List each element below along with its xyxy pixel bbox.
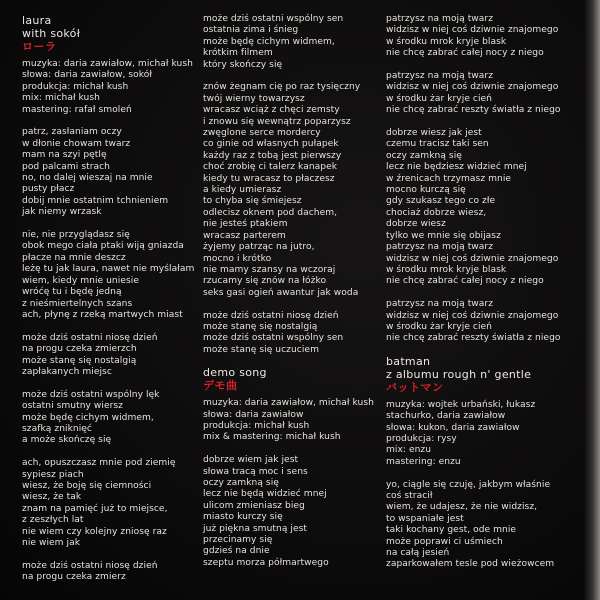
stanza-break bbox=[22, 447, 212, 458]
text-line: gdy szukasz tego co złe bbox=[386, 196, 496, 207]
text-line: no, no dalej wieszaj na mnie bbox=[22, 173, 153, 184]
text-line: widzisz w niej coś dziwnie znajomego bbox=[386, 310, 559, 321]
text-line: już piękna smutną jest bbox=[203, 523, 308, 534]
text-line: miasto kurczy się bbox=[203, 512, 283, 523]
text-line: może będę cichym widmem, bbox=[203, 36, 335, 47]
text-line: ostatni smutny wiersz bbox=[22, 401, 124, 412]
text-line: rzucamy się znów na łóżko bbox=[203, 276, 327, 287]
text-line: w środku żar kryje cień bbox=[386, 321, 492, 332]
song-title-japanese: デモ曲 bbox=[203, 379, 238, 393]
lyrics-demo-song-part2 bbox=[386, 14, 576, 345]
text-line: muzyka: daria zawiałow, michał kush bbox=[22, 59, 193, 69]
text-line: i znowu się wewnątrz poparzysz bbox=[203, 116, 351, 127]
text-line: słowa tracą moc i sens bbox=[203, 466, 308, 477]
text-line: nie wiem czy kolejny zniosę raz bbox=[22, 526, 167, 537]
text-line: mam na szyi pętlę bbox=[22, 150, 107, 161]
text-line: może stanę się uczuciem bbox=[203, 344, 319, 355]
text-line: produkcja: michał kush bbox=[22, 81, 129, 92]
text-line: przecinamy się bbox=[203, 535, 273, 546]
text-line: to chyba się śmiejesz bbox=[203, 196, 302, 207]
text-line: widzisz w niej coś dziwnie znajomego bbox=[386, 253, 559, 264]
text-line: nie wiem jak bbox=[22, 537, 81, 548]
text-line: stachurko, daria zawiałow bbox=[386, 411, 506, 422]
text-line: znów żegnam cię po raz tysięczny bbox=[203, 82, 361, 93]
credits-batman bbox=[386, 400, 576, 468]
text-line: tylko we mnie się obijasz bbox=[386, 230, 501, 241]
text-line: twój wierny towarzysz bbox=[203, 93, 305, 104]
text-line: może będę cichym widmem, bbox=[22, 412, 154, 423]
text-line: widzisz w niej coś dziwnie znajomego bbox=[386, 25, 559, 36]
text-line: zwęglone serce mordercy bbox=[203, 128, 321, 139]
text-line: a może skończę się bbox=[22, 435, 112, 446]
column-3 bbox=[386, 14, 576, 571]
text-line: dobij mnie ostatnim tchnieniem bbox=[22, 195, 169, 206]
text-line: może dziś ostatni wspólny sen bbox=[203, 333, 344, 344]
text-line: to wspaniałe jest bbox=[386, 513, 464, 524]
text-line: mastering: rafał smoleń bbox=[22, 104, 132, 115]
text-line: słowa: daria zawiałow bbox=[203, 409, 304, 420]
text-line: taki kochany gest, ode mnie bbox=[386, 525, 517, 536]
text-line: dobrze wiem jak jest bbox=[203, 455, 299, 466]
song-title-batman: batman bbox=[386, 354, 431, 368]
text-line: czemu tracisz taki sen bbox=[386, 139, 489, 150]
text-line: choć zrobię ci talerz kanapek bbox=[203, 162, 338, 173]
text-line: z zeszłych lat bbox=[22, 515, 84, 526]
text-line: płacze na mnie deszcz bbox=[22, 252, 126, 263]
text-line: może stanę się nostalgią bbox=[203, 321, 318, 332]
song-album-note: z albumu rough n' gentle bbox=[386, 367, 532, 381]
stanza-break bbox=[386, 60, 576, 71]
text-line: kiedy tu wracasz to płaczesz bbox=[203, 173, 335, 184]
text-line: wróćę tu i będę jedną bbox=[22, 287, 122, 298]
text-line: dobrze wiesz jak jest bbox=[386, 128, 482, 139]
text-line: wiesz, że boję się ciemności bbox=[22, 480, 152, 491]
text-line: nie chcę zabrać reszty światła z niego bbox=[386, 333, 561, 344]
text-line: może dziś ostatni wspólny lęk bbox=[22, 389, 160, 400]
text-line: pusty płacz bbox=[22, 184, 75, 195]
text-line: może stanę się nostalgią bbox=[22, 355, 137, 366]
text-line: wracasz parterem bbox=[203, 230, 286, 241]
stanza-break bbox=[386, 288, 576, 299]
text-line: produkcja: rysy bbox=[386, 433, 457, 444]
text-line: oczy zamkną się bbox=[386, 150, 462, 161]
text-line: nie mamy szansy na wczoraj bbox=[203, 264, 336, 275]
stanza-break bbox=[22, 219, 212, 230]
text-line: produkcja: michał kush bbox=[203, 420, 310, 431]
text-line: mocno i krótko bbox=[203, 253, 272, 264]
text-line: wracasz wciąż z chęci zemsty bbox=[203, 105, 340, 116]
text-line: ach, płynę z rzeką martwych miast bbox=[22, 309, 183, 320]
text-line: oczy zamkną się bbox=[203, 477, 279, 488]
text-line: na progu czeka zmierzch bbox=[22, 344, 137, 355]
credits-laura bbox=[22, 59, 212, 116]
stanza-break bbox=[203, 71, 393, 82]
text-line: w środku mrok kryje blask bbox=[386, 36, 507, 47]
text-line: wiem, że udajesz, że nie widzisz, bbox=[386, 502, 538, 513]
text-line: szeptu morza półmartwego bbox=[203, 557, 329, 568]
song-title-japanese: ローラ bbox=[22, 40, 57, 53]
text-line: nie jesteś ptakiem bbox=[203, 219, 288, 230]
song-title-japanese: バットマン bbox=[386, 380, 444, 394]
text-line: coś stracił bbox=[386, 490, 433, 501]
text-line: lecz nie będą widzieć mnej bbox=[203, 489, 327, 500]
text-line: mix: enzu bbox=[386, 445, 432, 456]
text-line: nie, nie przyglądasz się bbox=[22, 230, 130, 241]
text-line: odlecisz oknem pod dachem, bbox=[203, 207, 338, 218]
credits-demo-song bbox=[203, 398, 393, 444]
text-line: patrzysz na moją twarz bbox=[386, 242, 494, 253]
stanza-break bbox=[386, 468, 576, 479]
text-line: muzyka: wojtek urbański, łukasz bbox=[386, 399, 536, 410]
text-line: chociaż dobrze wiesz, bbox=[386, 207, 487, 218]
text-line: który skończy się bbox=[203, 59, 283, 70]
text-line: wiem, kiedy mnie uniesie bbox=[22, 275, 139, 286]
text-line: nie chcę zabrać całej nocy z niego bbox=[386, 48, 544, 59]
text-line: leżę tu jak laura, nawet nie myślałam bbox=[22, 264, 195, 275]
text-line: obok mego ciała ptaki wiją gniazda bbox=[22, 241, 184, 252]
text-line: może dziś ostatni wspólny sen bbox=[203, 14, 344, 24]
text-line: słowa: kukon, daria zawiałow bbox=[386, 422, 520, 433]
text-line: nie chcę zabrać reszty światła z niego bbox=[386, 105, 561, 116]
text-line: mastering: enzu bbox=[386, 456, 461, 467]
text-line: znam na pamięć już to miejsce, bbox=[22, 503, 168, 514]
text-line: w źrenicach trzymasz mnie bbox=[386, 173, 512, 184]
text-line: z nieśmiertelnych szans bbox=[22, 298, 133, 309]
text-line: seks gasi ogień awantur jak woda bbox=[203, 287, 359, 298]
text-line: jak niemy wrzask bbox=[22, 207, 102, 218]
song-title-demo-song: demo song bbox=[203, 366, 267, 380]
stanza-break bbox=[22, 378, 212, 389]
text-line: żyjemy patrząc na jutro, bbox=[203, 242, 315, 253]
text-line: słowa: daria zawiałow, sokół bbox=[22, 70, 152, 81]
text-line: yo, ciągle się czuję, jakbym właśnie bbox=[386, 479, 551, 490]
text-line: pod palcami strach bbox=[22, 161, 110, 172]
stanza-break bbox=[203, 444, 393, 455]
text-line: nie chcę zabrać całej nocy z niego bbox=[386, 276, 544, 287]
stanza-break bbox=[386, 117, 576, 128]
text-line: sypiesz piach bbox=[22, 469, 84, 480]
stanza-break bbox=[22, 116, 212, 127]
text-line: zaparkowałem tesle pod wieżowcem bbox=[386, 559, 555, 570]
text-line: krótkim filmem bbox=[203, 48, 273, 59]
text-line: może dziś ostatni niosę dzień bbox=[22, 560, 158, 571]
text-line: patrz, zasłaniam oczy bbox=[22, 127, 122, 138]
text-line: ulicom zmieniasz bieg bbox=[203, 500, 305, 511]
lyrics-batman bbox=[386, 468, 576, 571]
song-title-laura: laura bbox=[22, 14, 52, 27]
text-line: może dziś ostatni niosę dzień bbox=[22, 332, 158, 343]
text-line: szafką zniknięć bbox=[22, 423, 92, 434]
text-line: widzisz w niej coś dziwnie znajomego bbox=[386, 82, 559, 93]
text-line: w środku żar kryje cień bbox=[386, 93, 492, 104]
stanza-break bbox=[22, 549, 212, 560]
column-1 bbox=[22, 14, 212, 584]
text-line: mocno kurczą się bbox=[386, 185, 466, 196]
text-line: mix & mastering: michał kush bbox=[203, 432, 341, 443]
text-line: patrzysz na moją twarz bbox=[386, 71, 494, 82]
text-line: w środku mrok kryje blask bbox=[386, 264, 507, 275]
lyrics-laura-part2 bbox=[203, 14, 393, 356]
text-line: może poprawi ci uśmiech bbox=[386, 536, 503, 547]
text-line: na całą jesień bbox=[386, 548, 450, 558]
text-line: a kiedy umierasz bbox=[203, 185, 282, 196]
text-line: patrzysz na moją twarz bbox=[386, 299, 494, 310]
text-line: ostatnia zima i śnieg bbox=[203, 25, 299, 36]
song-featuring: with sokół bbox=[22, 27, 81, 40]
text-line: patrzysz na moją twarz bbox=[386, 14, 494, 24]
lyrics-demo-song bbox=[203, 444, 393, 569]
text-line: wiesz, że tak bbox=[22, 492, 82, 503]
text-line: każdy raz z tobą jest pierwszy bbox=[203, 150, 342, 161]
stanza-break bbox=[22, 321, 212, 332]
text-line: co ginie od własnych pułapek bbox=[203, 139, 339, 150]
text-line: gdzieś na dnie bbox=[203, 546, 270, 557]
lyrics-laura-part1 bbox=[22, 116, 212, 584]
column-2 bbox=[203, 14, 393, 569]
text-line: w dłonie chowam twarz bbox=[22, 138, 131, 149]
booklet-edge bbox=[584, 0, 600, 600]
stanza-break bbox=[203, 299, 393, 310]
text-line: może dziś ostatni niosę dzień bbox=[203, 310, 339, 321]
text-line: ach, opuszczasz mnie pod ziemię bbox=[22, 458, 176, 469]
text-line: na progu czeka zmierz bbox=[22, 572, 126, 583]
text-line: lecz nie będziesz widzieć mnej bbox=[386, 162, 527, 173]
text-line: mix: michał kush bbox=[22, 93, 100, 104]
text-line: muzyka: daria zawiałow, michał kush bbox=[203, 398, 374, 409]
text-line: dobrze wiesz bbox=[386, 219, 446, 230]
text-line: zapłakanych miejsc bbox=[22, 366, 112, 377]
